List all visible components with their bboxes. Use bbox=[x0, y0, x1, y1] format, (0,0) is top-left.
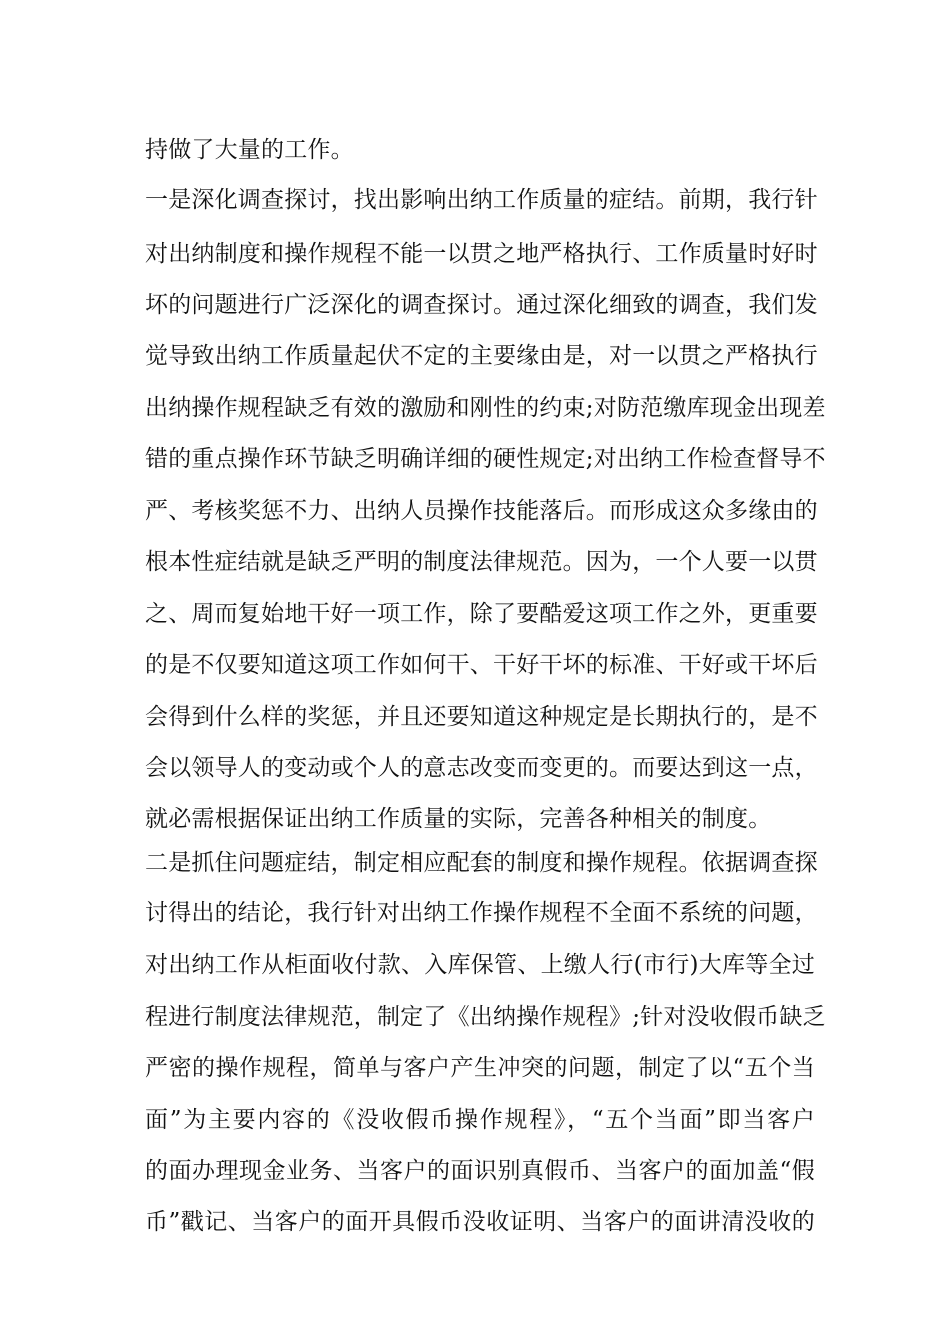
text-line: 错的重点操作环节缺乏明确详细的硬性规定;对出纳工作检查督导不 bbox=[145, 446, 826, 472]
text-line: 严、考核奖惩不力、出纳人员操作技能落后。而形成这众多缘由的 bbox=[145, 498, 818, 524]
text-line: 坏的问题进行广泛深化的调查探讨。通过深化细致的调查，我们发 bbox=[145, 292, 818, 318]
text-line: 币”戳记、当客户的面开具假币没收证明、当客户的面讲清没收的 bbox=[145, 1209, 815, 1235]
text-line: 之、周而复始地干好一项工作，除了要酷爱这项工作之外，更重要 bbox=[145, 601, 818, 627]
text-line: 对出纳工作从柜面收付款、入库保管、上缴人行(市行)大库等全过 bbox=[145, 952, 815, 978]
text-line: 严密的操作规程，简单与客户产生冲突的问题，制定了以“五个当 bbox=[145, 1055, 815, 1081]
text-line: 出纳操作规程缺乏有效的激励和刚性的约束;对防范缴库现金出现差 bbox=[145, 395, 826, 421]
text-line: 会以领导人的变动或个人的意志改变而变更的。而要达到这一点， bbox=[145, 755, 818, 781]
text-line: 二是抓住问题症结，制定相应配套的制度和操作规程。依据调查探 bbox=[145, 850, 818, 876]
text-line: 就必需根据保证出纳工作质量的实际，完善各种相关的制度。 bbox=[145, 806, 772, 832]
text-line: 对出纳制度和操作规程不能一以贯之地严格执行、工作质量时好时 bbox=[145, 241, 818, 267]
text-line: 程进行制度法律规范，制定了《出纳操作规程》;针对没收假币缺乏 bbox=[145, 1004, 826, 1030]
text-line: 的是不仅要知道这项工作如何干、干好干坏的标准、干好或干坏后 bbox=[145, 652, 818, 678]
text-line: 持做了大量的工作。 bbox=[145, 137, 354, 163]
text-line: 面”为主要内容的《没收假币操作规程》，“五个当面”即当客户 bbox=[145, 1107, 815, 1133]
text-line: 根本性症结就是缺乏严明的制度法律规范。因为，一个人要一以贯 bbox=[145, 549, 818, 575]
text-line: 的面办理现金业务、当客户的面识别真假币、当客户的面加盖“假 bbox=[145, 1158, 815, 1184]
text-line: 觉导致出纳工作质量起伏不定的主要缘由是，对一以贯之严格执行 bbox=[145, 343, 818, 369]
text-line: 讨得出的结论，我行针对出纳工作操作规程不全面不系统的问题， bbox=[145, 900, 818, 926]
text-line: 一是深化调查探讨，找出影响出纳工作质量的症结。前期，我行针 bbox=[145, 187, 818, 213]
text-line: 会得到什么样的奖惩，并且还要知道这种规定是长期执行的，是不 bbox=[145, 704, 818, 730]
